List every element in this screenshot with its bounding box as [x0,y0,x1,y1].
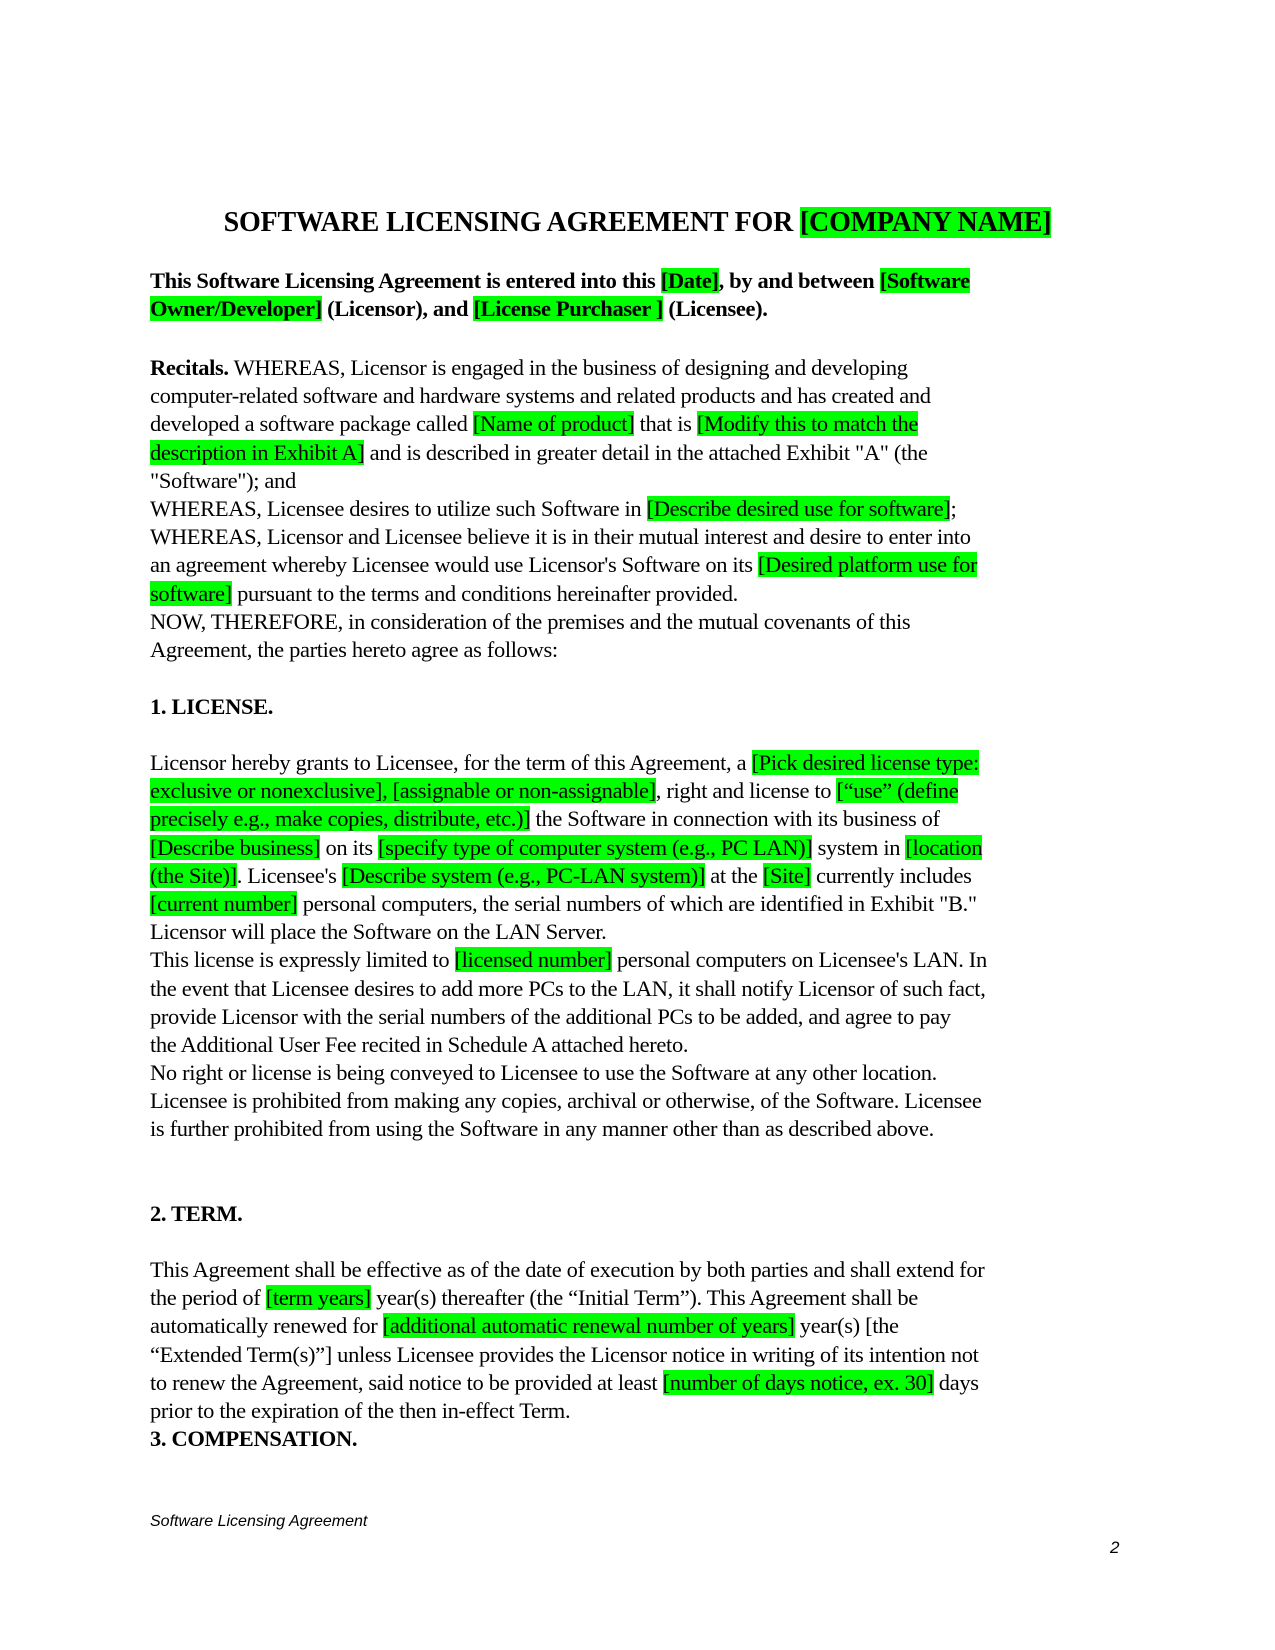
text: WHEREAS, Licensor is engaged in the business of designing and developing [228,355,908,380]
intro-paragraph [150,267,1130,323]
section-1 [150,693,1130,721]
license-line: is further prohibited from using the Software in any manner other than as described above. [150,1116,934,1142]
text: automatically renewed for [150,1313,383,1339]
recitals-line [150,410,1130,438]
term-line [150,1284,1130,1312]
term-line: prior to the expiration of the then in-effect Term. [150,1397,571,1423]
section-2 [150,1200,1130,1228]
text: This Software Licensing Agreement is entered into this [150,268,661,293]
current-number-placeholder: [current number] [150,890,298,916]
licensee-placeholder: [License Purchaser ] [473,296,664,322]
term-line [150,1312,1130,1340]
system-placeholder: [Describe system (e.g., PC-LAN system)] [341,862,705,888]
text: personal computers on Licensee's LAN. In [611,947,987,973]
text: system in [812,834,906,860]
recitals-line: "Software"); and [150,467,296,493]
text: developed a software package called [150,411,473,437]
recitals-line: Agreement, the parties hereto agree as follows: [150,636,558,662]
license-line [150,946,1130,974]
section-heading: 3. COMPENSATION. [150,1426,358,1451]
term-line [150,1369,1130,1397]
term-line: “Extended Term(s)”] unless Licensee provides the Licensor notice in writing of its intention not [150,1341,979,1367]
text: and is described in greater detail in the attached Exhibit "A" (the [364,439,928,465]
text: , by and between [718,268,880,293]
text: the Software in connection with its business of [530,806,940,832]
license-type-placeholder: exclusive or nonexclusive], [assignable or non-assignable] [150,778,656,804]
recitals-line [150,439,1130,467]
text: (Licensor), and [321,296,474,322]
license-line: the event that Licensee desires to add more PCs to the LAN, it shall notify Licensor of such fact, [150,975,986,1001]
section-heading: 1. LICENSE. [150,694,274,719]
section-1-body [150,749,1130,1144]
section-heading: 2. TERM. [150,1201,243,1226]
text: to renew the Agreement, said notice to be provided at least [150,1369,663,1395]
license-line [150,890,1130,918]
licensor-placeholder: Owner/Developer] [150,296,322,322]
license-line [150,805,1130,833]
license-line [150,862,1130,890]
text: personal computers, the serial numbers of which are identified in Exhibit "B." [297,890,977,916]
text: year(s) [the [794,1313,899,1339]
term-years-placeholder: [term years] [265,1285,371,1311]
description-placeholder: description in Exhibit A] [150,439,365,465]
company-name-placeholder: [COMPANY NAME] [799,207,1052,238]
section-2-body [150,1256,1130,1425]
license-line: the Additional User Fee recited in Schedule A attached hereto. [150,1031,689,1057]
text: the period of [150,1285,266,1311]
text: pursuant to the terms and conditions hereinafter provided. [231,580,738,606]
license-line: No right or license is being conveyed to Licensee to use the Software at any other location. [150,1060,937,1086]
text: . Licensee's [236,862,342,888]
recitals-line [150,551,1130,579]
desired-use-placeholder: [Describe desired use for software] [646,495,951,521]
date-placeholder: [Date] [660,268,719,293]
text: an agreement whereby Licensee would use Licensor's Software on its [150,552,758,578]
computer-system-placeholder: [specify type of computer system (e.g., PC LAN)] [378,834,813,860]
text: ; [950,495,957,521]
use-placeholder: precisely e.g., make copies, distribute, etc.)] [150,806,531,832]
page-number: 2 [1110,1538,1120,1557]
license-line: Licensee is prohibited from making any copies, archival or otherwise, of the Software. Licensee [150,1088,982,1114]
text: at the [705,862,763,888]
text: year(s) thereafter (the “Initial Term”). This Agreement shall be [370,1285,918,1311]
document-title [0,206,1275,240]
intro-line [150,295,1130,323]
license-line [150,834,1130,862]
use-placeholder: [“use” (define [836,778,959,804]
license-line: Licensor will place the Software on the LAN Server. [150,919,607,945]
notice-days-placeholder: [number of days notice, ex. 30] [662,1369,934,1395]
recitals-line: NOW, THEREFORE, in consideration of the premises and the mutual covenants of this [150,608,911,634]
product-name-placeholder: [Name of product] [472,411,635,437]
description-placeholder: [Modify this to match the [696,411,919,437]
text: This license is expressly limited to [150,947,455,973]
license-line [150,777,1130,805]
recitals-line: computer-related software and hardware systems and related products and has created and [150,383,931,409]
section-3 [150,1425,1130,1453]
text: , right and license to [655,778,837,804]
text: currently includes [810,862,972,888]
text: (Licensee). [663,296,768,322]
platform-placeholder: software] [150,580,232,606]
intro-line [150,267,1130,295]
location-placeholder: (the Site)] [150,862,237,888]
renewal-years-placeholder: [additional automatic renewal number of years] [382,1313,795,1339]
term-line: This Agreement shall be effective as of the date of execution by both parties and shall extend for [150,1257,985,1282]
site-placeholder: [Site] [762,862,811,888]
licensed-number-placeholder: [licensed number] [454,947,612,973]
business-placeholder: [Describe business] [150,834,321,860]
recitals-line [150,495,1130,523]
license-type-placeholder: [Pick desired license type: [751,750,979,775]
recitals-label: Recitals. [150,355,229,380]
recitals-paragraph [150,354,1130,664]
recitals-line: WHEREAS, Licensor and Licensee believe it is in their mutual interest and desire to enter into [150,524,971,550]
text: days [933,1369,979,1395]
text: WHEREAS, Licensee desires to utilize such Software in [150,495,647,521]
text: on its [320,834,379,860]
recitals-line [150,580,1130,608]
footer-title: Software Licensing Agreement [150,1513,368,1530]
license-line [150,749,1130,777]
location-placeholder: [location [905,834,983,860]
platform-placeholder: [Desired platform use for [757,552,978,578]
text: that is [634,411,697,437]
licensor-placeholder: [Software [879,268,970,293]
license-line: provide Licensor with the serial numbers of the additional PCs to be added, and agree to pay [150,1003,951,1029]
text: Licensor hereby grants to Licensee, for the term of this Agreement, a [150,750,752,775]
recitals-line [150,354,1130,382]
title-text: SOFTWARE LICENSING AGREEMENT FOR [223,207,800,238]
